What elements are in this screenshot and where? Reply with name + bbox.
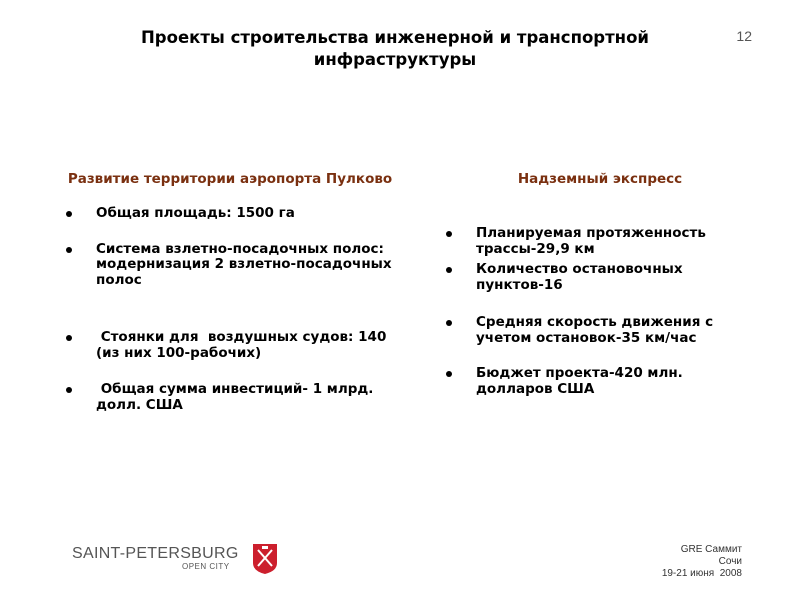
list-item-text: Общая сумма инвестиций- 1 млрд. долл. США <box>96 381 379 413</box>
logo-sub-text: OPEN CITY <box>182 562 230 571</box>
bullet-icon <box>66 211 72 217</box>
footer-dates: 19-21 июня 2008 <box>661 568 742 579</box>
list-item-text: Бюджет проекта-420 млн. долларов США <box>476 365 683 397</box>
saint-petersburg-logo <box>72 545 282 575</box>
list-item <box>440 262 760 293</box>
right-column <box>440 170 760 397</box>
city-emblem-icon <box>252 543 278 575</box>
list-item-text: Общая площадь: 1500 га <box>96 205 295 221</box>
right-bullet-list <box>440 226 760 397</box>
bullet-icon <box>446 371 452 377</box>
bullet-icon <box>66 335 72 341</box>
bullet-icon <box>446 231 452 237</box>
list-item <box>60 206 400 222</box>
bullet-icon <box>66 387 72 393</box>
footer-city: Сочи <box>718 556 742 567</box>
slide-number: 12 <box>736 28 752 44</box>
right-column-heading: Надземный экспресс <box>517 171 683 187</box>
left-column <box>60 170 400 413</box>
slide-title: Проекты строительства инженерной и транспортной инфраструктуры <box>141 28 649 69</box>
list-item-text: Средняя скорость движения с учетом остановок-35 км/час <box>476 314 714 346</box>
footer-info <box>662 544 742 580</box>
left-bullet-list <box>60 206 400 413</box>
list-item-text: Количество остановочных пунктов-16 <box>476 261 683 293</box>
list-item-text: Система взлетно-посадочных полос: модернизация 2 взлетно-посадочных полос <box>96 240 392 288</box>
list-item-text: Стоянки для воздушных судов: 140 (из них 100-рабочих) <box>96 329 392 361</box>
list-item-text: Планируемая протяженность трассы-29,9 км <box>476 225 706 257</box>
bullet-icon <box>446 320 452 326</box>
list-item <box>60 242 400 289</box>
list-item <box>440 315 760 346</box>
footer-event: GRE Саммит <box>680 544 742 555</box>
list-item <box>440 226 760 257</box>
logo-main-text: SAINT-PETERSBURG <box>72 545 239 562</box>
bullet-icon <box>446 267 452 273</box>
list-item <box>60 330 400 361</box>
left-column-heading: Развитие территории аэропорта Пулково <box>67 171 393 187</box>
list-item <box>60 382 400 413</box>
bullet-icon <box>66 247 72 253</box>
list-item <box>440 366 760 397</box>
